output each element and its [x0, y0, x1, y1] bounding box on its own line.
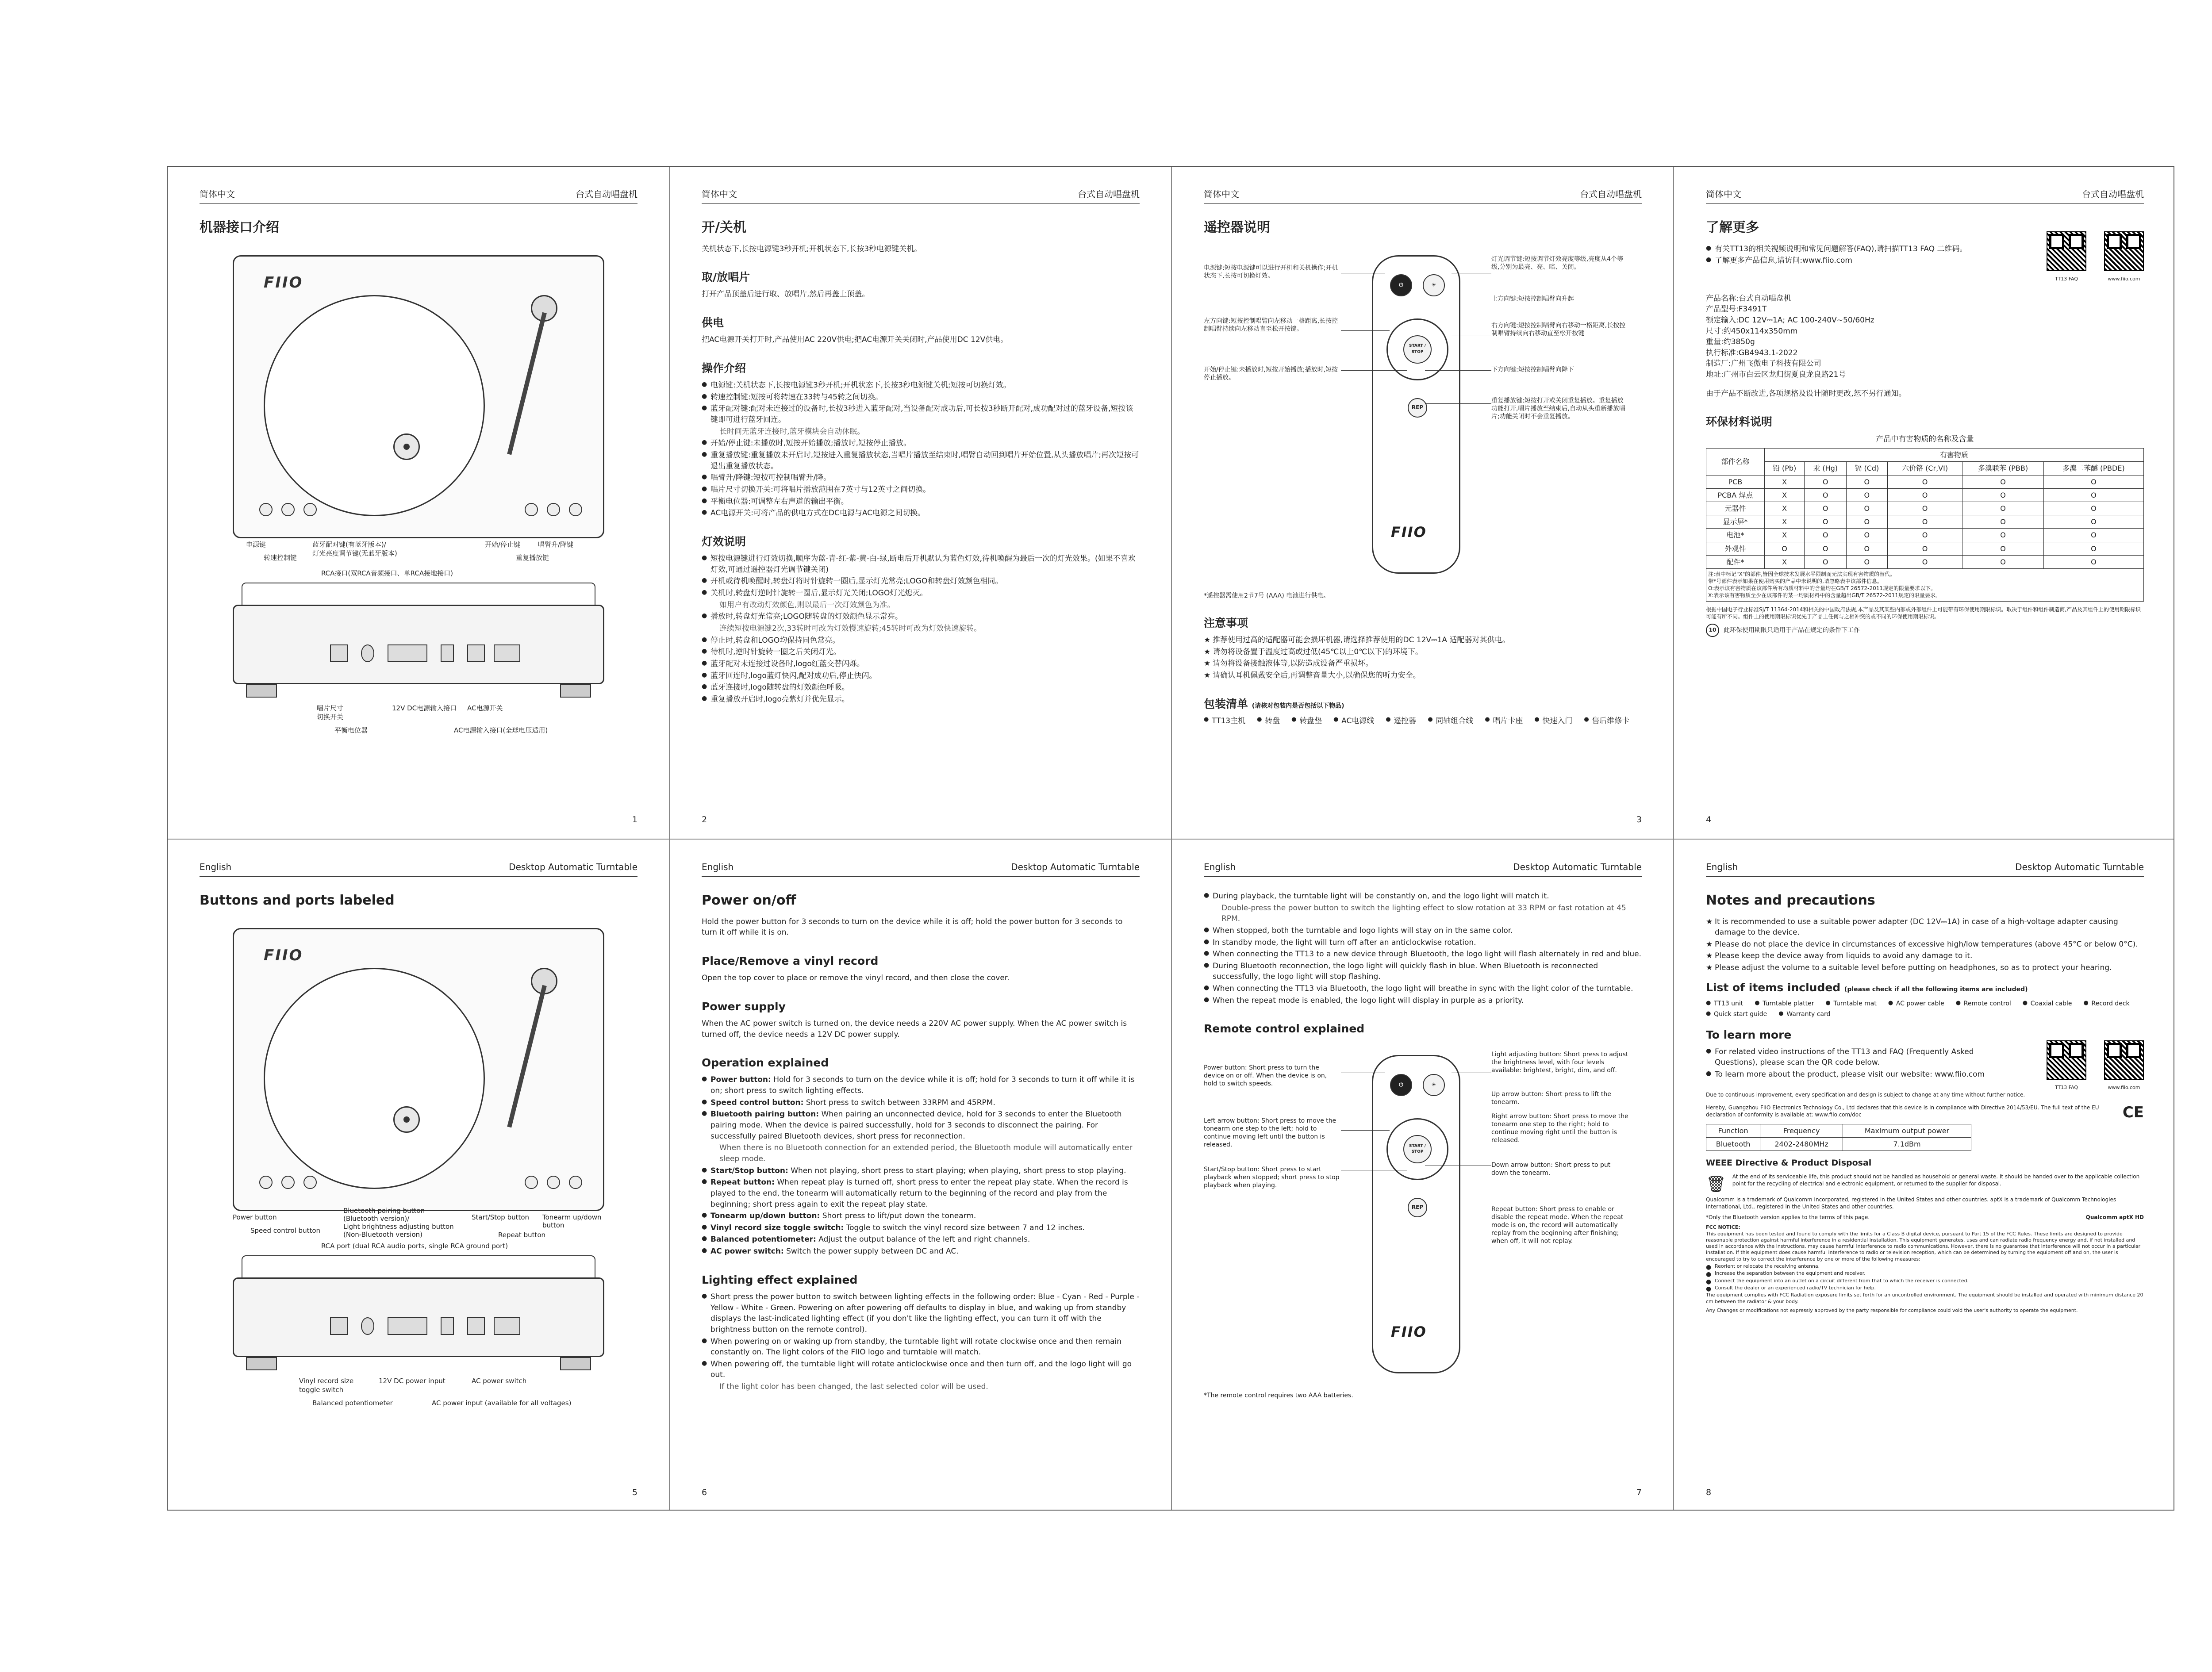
list-item: ● 蓝牙配对键:配对未连接过的设备时,长按3秒进入蓝牙配对,当设备配对成功后,可长按3秒断开配对,成功配对过的蓝牙设备,短按该键即可进行蓝牙回连。 — [702, 403, 1140, 425]
heading-operation: 操作介绍 — [702, 361, 746, 375]
heading-operation: Operation explained — [702, 1056, 829, 1070]
bt-only-note: *Only the Bluetooth version applies to the terms of this page. — [1706, 1214, 1870, 1221]
list-item: ● When stopped, both the turntable and logo lights will stay on in the same color. — [1204, 925, 1642, 936]
list-item: ● For related video instructions of the TT13 and FAQ (Frequently Asked Questions), please scan the QR code below. — [1706, 1047, 1989, 1068]
bt-knob — [303, 503, 317, 516]
list-item: ★ Please adjust the volume to a suitable level before putting on headphones, so as to protect your hearing. — [1706, 963, 2144, 974]
panel-header: 简体中文 台式自动唱盘机 — [1706, 188, 2144, 204]
table-row: 电池* X O O O O O — [1706, 529, 2144, 542]
repeat-key: REP — [1408, 398, 1427, 418]
list-item: ● 唱片尺寸切换开关:可将唱片播放范围在7英寸与12英寸之间切换。 — [702, 484, 1140, 495]
list-item: ★ It is recommended to use a suitable power adapter (DC 12V⎓1A) in case of a high-voltage adapter causing damage to the device. — [1706, 917, 2144, 938]
page-number: 2 — [702, 815, 707, 825]
list-item: ● 短按电源键进行灯效切换,顺序为蓝-青-红-紫-黄-白-绿,断电后开机默认为蓝色灯效,待机唤醒为最后一次的灯光效果。(如果不喜欢灯效,可通过遥控器灯光调节键关闭) — [702, 553, 1140, 575]
panel-header: 简体中文 台式自动唱盘机 — [200, 188, 637, 204]
table-row: PCB X O O O O O — [1706, 475, 2144, 488]
list-item: ● Remote control — [1956, 999, 2011, 1008]
label-bt4: (Non-Bluetooth version) — [343, 1230, 423, 1239]
list-item: ● 播放时,转盘灯光常亮;LOGO随转盘的灯效颜色显示常亮。 — [702, 611, 1140, 622]
desc-down: Down arrow button: Short press to put down the tonearm. — [1491, 1161, 1611, 1177]
list-item: ★ 请确认耳机佩戴安全后,再调整音量大小,以确保您的听力安全。 — [1204, 670, 1642, 681]
phono-switch — [330, 644, 348, 662]
label-power: Power button — [233, 1213, 277, 1221]
startstop-knob — [525, 1176, 538, 1189]
desc-left: 左方向键:短按控制唱臂向左移动一格距离,长按控制唱臂持续向左移动直至松开按键。 — [1204, 317, 1338, 333]
list-item: ● When connecting the TT13 via Bluetooth, the logo light will breathe in sync with the light color of the turntable. — [1204, 983, 1642, 994]
speed-knob — [281, 1176, 295, 1189]
heading-pack: 包装清单 — [1204, 697, 1248, 710]
qr-code — [2047, 1040, 2086, 1080]
list-item: ● Tonearm up/down button: Short press to lift/put down the tonearm. — [702, 1211, 1140, 1222]
desc-left: Left arrow button: Short press to move the tonearm one step to the left; hold to continue moving left until the button is released. — [1204, 1117, 1336, 1149]
label-phono: Vinyl record size — [299, 1377, 354, 1385]
repeat-key: REP — [1408, 1198, 1427, 1217]
list-item: ★ 请勿将设备置于温度过高或过低(45℃以上0℃以下)的环境下。 — [1204, 647, 1642, 658]
list-item: ● Start/Stop button: When not playing, short press to start playing; when playing, short press to stop playing. — [702, 1166, 1140, 1177]
label-rca: RCA port (dual RCA audio ports, single RCA ground port) — [321, 1242, 508, 1250]
desc-power: Power button: Short press to turn the device on or off. When the device is on, hold to switch speeds. — [1204, 1064, 1327, 1088]
fcc-notice: FCC NOTICE: This equipment has been tested and found to comply with the limits for a Class B digital device, pursuant to Part 15 of the FCC Rules. These limits are designed to provide reasonable protection against harmful interference in a residential installation. This equipment generates, uses and can radiate radio frequency energy and, if not installed and used in accordance with the instructions, may cause harmful interference to radio communications. However, there is no guarantee that interference will not occur in a particular installation. If this equipment does cause harmful interference to radio or television reception, which can be determined by turning the equipment off and on, the user is encouraged to try to correct the interference by one or more of the following measures: ● Reorient or relocate the receiving antenna. ● Increase the separation between the equipment and receiver. ● Connect the equipment into an outlet on a circuit different from that to which the receiver is connected. ● Consult the dealer or an experienced radio/TV technician for help. The equipment complies with FCC Radiation exposure limits set forth for an uncontrolled environment. The equipment should be installed and operated with minimum distance 20 cm between the radiator & your body. Any Changes or modifications not expressly approved by the party responsible for compliance could void the user's authority to operate the equipment. — [1706, 1224, 2144, 1314]
balance-knob — [361, 644, 374, 662]
panel-6 — [670, 840, 1171, 1511]
heading-pack: List of items included — [1706, 981, 1841, 994]
list-item: ● Bluetooth pairing button: When pairing an unconnected device, hold for 3 seconds to enter the Bluetooth pairing mode. When the device is paired successfully, hold for 3 seconds to disconnect the pairing. For successfully paired Bluetooth devices, short press for reconnection. — [702, 1109, 1140, 1142]
table-row: PCBA 焊点 X O O O O O — [1706, 488, 2144, 502]
list-item: ● 重复播放开启时,logo亮紫灯并优先显示。 — [702, 694, 1140, 705]
label-speed: 转速控制键 — [264, 553, 297, 562]
notes-list — [1204, 635, 1642, 681]
text-place: Open the top cover to place or remove the vinyl record, and then close the cover. — [702, 974, 1010, 983]
label-startstop: Start/Stop button — [472, 1213, 530, 1221]
list-item: ● 电源键:关机状态下,长按电源键3秒开机;开机状态下,长按3秒电源键关机;短按可切换灯效。 — [702, 380, 1140, 391]
label-speed: Speed control button — [250, 1226, 321, 1235]
list-item: ● 遥控器 — [1386, 716, 1416, 727]
arm-knob — [547, 503, 560, 516]
list-item: ● 重复播放键:重复播放未开启时,短按进入重复播放状态,当唱片播放至结束时,唱臂自动回到唱片开始位置,从头播放唱片;再次短按可退出重复播放状态。 — [702, 450, 1140, 472]
list-note: Double-press the power button to switch the lighting effect to slow rotation at 33 RPM or fast rotation at 45 RPM. — [1221, 903, 1626, 924]
panel-header: 简体中文 台式自动唱盘机 — [702, 188, 1140, 204]
desc-repeat: 重复播放键:短按打开或关闭重复播放。重复播放功能打开,唱片播放至结束后,自动从头重新播放唱片;功能关闭时不会重复播放。 — [1491, 397, 1625, 420]
list-item: ● AC电源线 — [1333, 716, 1374, 727]
bt-knob — [303, 1176, 317, 1189]
weee-bin-icon: 🗑 — [1706, 1175, 1726, 1193]
list-item: ★ 请勿将设备接触液体等,以防造成设备严重损坏。 — [1204, 658, 1642, 669]
label-acin: AC power input (available for all voltages) — [432, 1399, 572, 1407]
pack-note: (请核对包装内是否包括以下物品) — [1252, 702, 1344, 709]
frequency-table: Function Frequency Maximum output power Bluetooth 2402-2480MHz 7.1dBm — [1706, 1124, 1971, 1151]
speed-knob — [281, 503, 295, 516]
panel-3 — [1172, 167, 1674, 839]
label-dc: 12V DC电源输入接口 — [392, 704, 457, 712]
label-acin: AC电源输入接口(全球电压适用) — [454, 726, 548, 734]
heading-notes: 注意事项 — [1204, 616, 1248, 629]
heading-remote: Remote control explained — [1204, 1022, 1365, 1035]
repeat-knob — [569, 1176, 582, 1189]
label-acsw: AC电源开关 — [467, 704, 503, 712]
list-item: ● 蓝牙配对未连接过设备时,logo红蓝交替闪烁。 — [702, 659, 1140, 670]
desc-up: Up arrow button: Short press to lift the tonearm. — [1491, 1090, 1611, 1106]
battery-note: *遥控器需使用2节7号 (AAA) 电池进行供电。 — [1204, 592, 1330, 599]
list-item: ● When powering off, the turntable light will rotate anticlockwise once and then turn off, and the logo light will go out. — [702, 1359, 1140, 1381]
list-item: ● 待机时,逆时针旋转一圈之后关闭灯光。 — [702, 647, 1140, 658]
desc-light: Light adjusting button: Short press to adjust the brightness level, with four levels available: brightest, bright, dim, and off. — [1491, 1051, 1628, 1074]
list-item: ● Turntable platter — [1755, 999, 1814, 1008]
ac-inlet — [494, 644, 520, 662]
page-title: 了解更多 — [1706, 220, 1759, 235]
label-rca: RCA接口(双RCA音频接口、单RCA接地接口) — [321, 569, 453, 577]
page-number: 6 — [702, 1488, 707, 1498]
label-balance: 平衡电位器 — [334, 726, 368, 734]
table-notes: 注:表中标记"X"的部件,皆因全球技术发展水平限制而无法实现有害物质的替代。 带*号部件表示如果在使用购买的产品中未说明的,请忽略表中该部件信息。 O:表示该有害物质在该部件所有均质材料中的含量均在GB/T 26572-2011规定的限量要求以下。 X:表示该有害物质至少在该部件的某一均质材料中的含量超出GB/T 26572-2011规定的限量要求。 — [1706, 569, 2144, 602]
heading-lighting: 灯效说明 — [702, 535, 746, 548]
label-startstop: 开始/停止键 — [485, 540, 521, 548]
heading-place: Place/Remove a vinyl record — [702, 954, 879, 967]
list-item: ● 转速控制键:短按可将转速在33转与45转之间切换。 — [702, 392, 1140, 403]
panel-header: English Desktop Automatic Turntable — [1706, 861, 2144, 877]
label-repeat: 重复播放键 — [516, 553, 549, 562]
start-stop-key: START / STOP — [1403, 1135, 1432, 1163]
manual-sheet — [167, 166, 2174, 1511]
list-item: ● Speed control button: Short press to switch between 33RPM and 45RPM. — [702, 1097, 1140, 1108]
rca-ports — [388, 1317, 427, 1335]
ce-mark-icon: CE — [2122, 1104, 2144, 1122]
label-phono2: toggle switch — [299, 1385, 344, 1394]
remote-control — [1372, 1055, 1460, 1373]
phono-switch — [330, 1317, 348, 1335]
balance-knob — [361, 1317, 374, 1335]
label-bt2: (Bluetooth version)/ — [343, 1214, 410, 1223]
pack-list — [1204, 716, 1642, 727]
repeat-knob — [569, 503, 582, 516]
list-item: ● Power button: Hold for 3 seconds to turn on the device while it is off; hold for 3 seconds to turn it off while it is on; short press to switch lighting effects. — [702, 1074, 1140, 1096]
label-phono: 唱片尺寸 — [317, 704, 344, 712]
dc-port — [441, 1317, 454, 1335]
turntable-rear-diagram — [233, 1242, 604, 1410]
start-stop-key: START / STOP — [1403, 335, 1432, 364]
platter — [264, 295, 485, 516]
list-note: 连续短按电源键2次,33转时可改为灯效慢速旋转;45转时可改为灯效快速旋转。 — [719, 624, 982, 633]
aptx-logo: Qualcomm aptX HD — [2085, 1214, 2144, 1221]
list-item: ● 同轴组合线 — [1428, 716, 1473, 727]
page-title: 遥控器说明 — [1204, 220, 1270, 235]
list-item: ● Short press the power button to switch between lighting effects in the following order: Blue - Cyan - Red - Purple - Yellow - White - Green. Powering on after powering off defaults to display in blue, and waking up from standby displays the last-indicated lighting effect (if you don't like the lighting effect, you can turn it off with the brightness button on the remote control). — [702, 1292, 1140, 1335]
label-bt: Bluetooth pairing button — [343, 1206, 425, 1215]
panel-4: 简体中文 台式自动唱盘机 了解更多 ● 有关TT13的相关视频说明和常见问题解答(FAQ),请扫描TT13 FAQ 二维码。 ● 了解更多产品信息,请访问:www.fiio.com TT13 FAQ www.fiio.com 产品名称:台式自动唱盘机 产品型号:F3491T 额定输入:DC 12V⎓1A; AC 100-240V~50/60Hz 尺寸:约450x114x350mm 重量:约3850g 执行标准:GB4943.1-2022 制造厂:广州飞傲电子科技有限公司 地址:广州市白云区龙归街夏良龙良路21号 由于产品不断改进,各项规格及设计随时更改,恕不另行通知。 环保材料说明 产品中有害物质的名称及含量 部件名称 有害物质 铅 (Pb) 汞 (Hg) 镉 (Cd) 六价铬 (Cr,VI) 多溴联苯 (PBB) 多溴二苯醚 (PBDE) PCB X O O O O O PCBA 焊点 X O O O O O 元器件 X O O O O O 显示屏* X O O O O O 电池* X O O O O O 外观件 O O O O O O 配件* X O O O O O 注:表中标记"X"的部件,皆因全球技术发展水平限制而无法实现有害物质的替代。 带*号部件表示如果在使用购买的产品中未说明的,请忽略表中该部件信息。 O:表示该有害物质在该部件所有均质材料中的含量均在GB/T 26572-2011规定的限量要求以下。 X:表示该有害物质至少在该部件的某一均质材料中的含量超出GB/T 26572-2011规定的限量要求。 根据中国电子行业标准SJ/T 11364-2014和相关的中国政府法规,本产品及其某些内部或外部组件上可能带有环保使用期限标识。取决于组件和组件制造商,产品及其组件上的使用期限标识可能有所不同。组件上的使用期限标识优先于产品上任何与之相冲突的或不同的环保使用期限标识。 10 此环保使用期限只适用于产品在规定的条件下工作 4 — [1674, 167, 2176, 839]
list-item: ● AC power switch: Switch the power supply between DC and AC. — [702, 1246, 1140, 1257]
heading-place: 取/放唱片 — [702, 271, 750, 284]
list-item: ● During Bluetooth reconnection, the logo light will quickly flash in blue. When Bluetooth is reconnected successfully, the logo light will stop flashing. — [1204, 961, 1642, 982]
table-caption: 产品中有害物质的名称及含量 — [1876, 434, 1974, 444]
pack-list — [1706, 999, 2144, 1019]
list-item: ● When powering on or waking up from standby, the turntable light will rotate clockwise once and then remain constantly on. The light colors of the FIIO logo and turntable will match. — [702, 1336, 1140, 1358]
list-item: ★ 推荐使用过高的适配器可能会损坏机器,请选择推荐使用的DC 12V⎓1A 适配器对其供电。 — [1204, 635, 1642, 646]
desc-power: 电源键:短按电源键可以进行开机和关机操作;开机状态下,长按可切换灯效。 — [1204, 264, 1338, 280]
lighting-list — [702, 1292, 1140, 1392]
panel-1 — [168, 167, 669, 839]
page-number: 1 — [632, 815, 637, 825]
heading-supply: Power supply — [702, 1000, 786, 1013]
list-item: ● 售后维修卡 — [1584, 716, 1629, 727]
panel-header: English Desktop Automatic Turntable — [702, 861, 1140, 877]
fiio-logo: FIIO — [264, 273, 303, 291]
remote-control — [1372, 255, 1460, 574]
eco-period-icon: 10 — [1706, 624, 1719, 637]
label-power: 电源键 — [246, 540, 266, 548]
text-power: Hold the power button for 3 seconds to turn on the device while it is off; hold the power button for 3 seconds to turn it off while it is on. — [702, 917, 1123, 937]
power-knob — [259, 1176, 273, 1189]
eu-declaration: Hereby, Guangzhou FIIO Electronics Technology Co., Ltd declares that this device is in compliance with Directive 2014/53/EU. The full text of the EU declaration of conformity is available at: www.fiio.com/doc — [1706, 1104, 2099, 1118]
panel-5 — [168, 840, 669, 1511]
table-row: 元器件 X O O O O O — [1706, 502, 2144, 515]
bulb-icon: ☀ — [1423, 274, 1445, 296]
list-item: ● 关机时,转盘灯逆时针旋转一圈后,显示灯光关闭;LOGO灯光熄灭。 — [702, 588, 1140, 599]
label-phono2: 切换开关 — [317, 713, 344, 721]
list-item: ● 有关TT13的相关视频说明和常见问题解答(FAQ),请扫描TT13 FAQ 二维码。 — [1706, 244, 2016, 255]
list-item: ● Warranty card — [1778, 1010, 1830, 1019]
list-item: ● In standby mode, the light will turn off after an anticlockwise rotation. — [1204, 937, 1642, 948]
text-supply: 把AC电源开关打开时,产品使用AC 220V供电;把AC电源开关关闭时,产品使用DC 12V供电。 — [702, 335, 1008, 345]
power-icon: ⏻ — [1390, 274, 1412, 296]
power-knob — [259, 503, 273, 516]
list-item: ● 开始/停止键:未播放时,短按开始播放;播放时,短按停止播放。 — [702, 438, 1140, 449]
desc-light: 灯光调节键:短按调节灯效亮度等级,亮度从4个等级,分别为最亮、亮、暗、关闭。 — [1491, 255, 1624, 271]
list-item: ● Vinyl record size toggle switch: Toggle to switch the vinyl record size between 7 and 12 inches. — [702, 1223, 1140, 1234]
bulb-icon: ☀ — [1423, 1074, 1445, 1096]
list-item: ● AC电源开关:可将产品的供电方式在DC电源与AC电源之间切换。 — [702, 508, 1140, 519]
list-item: ● During playback, the turntable light will be constantly on, and the logo light will match it. — [1204, 891, 1642, 902]
heading-power: 开/关机 — [702, 220, 746, 235]
list-item: ● TT13主机 — [1204, 716, 1245, 727]
operation-list — [702, 380, 1140, 519]
platter-hub — [393, 1106, 420, 1133]
list-item: ● 唱片卡座 — [1485, 716, 1523, 727]
list-item: ● 转盘 — [1257, 716, 1280, 727]
platter — [264, 968, 485, 1189]
desc-startstop: 开始/停止键:未播放时,短按开始播放;播放时,短按停止播放。 — [1204, 366, 1338, 381]
heading-notes: Notes and precautions — [1706, 893, 1875, 908]
label-arm: Tonearm up/down — [542, 1213, 602, 1221]
list-item: ● When the repeat mode is enabled, the logo light will display in purple as a priority. — [1204, 995, 1642, 1006]
fiio-logo: FIIO — [264, 946, 303, 964]
desc-right: 右方向键:短按控制唱臂向右移动一格距离,长按控制唱臂持续向右移动直至松开按键 — [1491, 322, 1626, 337]
list-item: ● TT13 unit — [1706, 999, 1743, 1008]
turntable-front-diagram — [233, 255, 604, 565]
panel-header: 简体中文 台式自动唱盘机 — [1204, 188, 1642, 204]
operation-list — [702, 1074, 1140, 1257]
label-bt3: Light brightness adjusting button — [343, 1222, 454, 1231]
fiio-logo: FIIO — [1391, 523, 1427, 541]
env-footnote: 根据中国电子行业标准SJ/T 11364-2014和相关的中国政府法规,本产品及其某些内部或外部组件上可能带有环保使用期限标识。取决于组件和组件制造商,产品及其组件上的使用期限标识可能有所不同。组件上的使用期限标识优先于产品上任何与之相冲突的或不同的环保使用期限标识。 — [1706, 606, 2141, 620]
list-item: ● 开机或待机唤醒时,转盘灯将时针旋转一圈后,显示灯光常亮;LOGO和转盘灯效颜色相同。 — [702, 576, 1140, 587]
power-icon: ⏻ — [1390, 1074, 1412, 1096]
hazard-table: 部件名称 有害物质 铅 (Pb) 汞 (Hg) 镉 (Cd) 六价铬 (Cr,VI) 多溴联苯 (PBB) 多溴二苯醚 (PBDE) PCB X O O O O O PCBA 焊点 X O O O O O 元器件 X O O O O O 显示屏* X O O O O O 电池* X O O O O O 外观件 O O O O O O 配件* X O O O O O — [1706, 448, 2144, 569]
heading-power: Power on/off — [702, 893, 796, 908]
heading-env: 环保材料说明 — [1706, 415, 1773, 429]
panel-7 — [1172, 840, 1674, 1511]
panel-8: English Desktop Automatic Turntable Notes and precautions ★ It is recommended to use a suitable power adapter (DC 12V⎓1A) in case of a high-voltage adapter causing damage to the device. ★ Please do not place the device in circumstances of excessive high/low temperatures (above 45°C or below 0°C). ★ Please keep the device away from liquids to avoid any damage to it. ★ Please adjust the volume to a suitable level before putting on headphones, so as to protect your hearing. List of items included (please check if all the following items are included) ● TT13 unit ● Turntable platter ● Turntable mat ● AC power cable ● Remote control ● Coaxial cable ● Record deck ● Quick start guide ● Warranty card To learn more ● For related video instructions of the TT13 and FAQ (Frequently Asked Questions), please scan the QR code below. ● To learn more about the product, please visit our website: www.fiio.com TT13 FAQ www.fiio.com Due to continuous improvement, every specification and design is subject to change at any time without further notice. Hereby, Guangzhou FIIO Electronics Technology Co., Ltd declares that this device is in compliance with Directive 2014/53/EU. The full text of the EU declaration of conformity is available at: www.fiio.com/doc CE Function Frequency Maximum output power Bluetooth 2402-2480MHz 7.1dBm WEEE Directive & Product Disposal 🗑 At the end of its serviceable life, this product should not be handled as household or general waste. It should be handed over to the applicable collection point for the recycling of electrical and electronic equipment, or returned to the supplier for disposal. Qualcomm is a trademark of Qualcomm Incorporated, registered in the United States and other countries. aptX is a trademark of Qualcomm Technologies International, Ltd., registered in the United States and other countries. *Only the Bluetooth version applies to the terms of this page. Qualcomm aptX HD FCC NOTICE: This equipment has been tested and found to comply with the limits for a Class B digital device, pursuant to Part 15 of the FCC Rules. These limits are designed to provide reasonable protection against harmful interference in a residential installation. This equipment generates, uses and can radiate radio frequency energy and, if not installed and used in accordance with the instructions, may cause harmful interference to radio communications. However, there is no guarantee that interference will not occur in a particular installation. If this equipment does cause harmful interference to radio or television reception, which can be determined by turning the equipment off and on, the user is encouraged to try to correct the interference by one or more of the following measures: ● Reorient or relocate the receiving antenna. ● Increase the separation between the equipment and receiver. ● Connect the equipment into an outlet on a circuit different from that to which the receiver is connected. ● Consult the dealer or an experienced radio/TV technician for help. The equipment complies with FCC Radiation exposure limits set forth for an uncontrolled environment. The equipment should be installed and operated with minimum distance 20 cm between the radiator & your body. Any Changes or modifications not expressly approved by the party responsible for compliance could void the user's authority to operate the equipment. 8 — [1674, 840, 2176, 1511]
page-number: 3 — [1636, 815, 1642, 825]
startstop-knob — [525, 503, 538, 516]
playback-list — [1204, 891, 1642, 1006]
label-bt2: 灯光亮度调节键(无蓝牙版本) — [312, 549, 397, 557]
desc-right: Right arrow button: Short press to move the tonearm one step to the right; hold to continue moving right until the button is released. — [1491, 1112, 1628, 1144]
list-note: When there is no Bluetooth connection for an extended period, the Bluetooth module will automatically enter sleep mode. — [719, 1143, 1133, 1163]
page-number: 5 — [632, 1488, 637, 1498]
turntable-rear-diagram — [233, 569, 604, 737]
text-place: 打开产品顶盖后进行取、放唱片,然后再盖上顶盖。 — [702, 290, 870, 299]
spec-note: 由于产品不断改进,各项规格及设计随时更改,恕不另行通知。 — [1706, 389, 1906, 398]
label-balance: Balanced potentiometer — [312, 1399, 393, 1407]
list-item: ● Turntable mat — [1826, 999, 1877, 1008]
desc-repeat: Repeat button: Short press to enable or disable the repeat mode. When the repeat mode is on, the record will automatically replay from the beginning after finishing; when off, it will not replay. — [1491, 1205, 1624, 1245]
desc-up: 上方向键:短按控制唱臂向升起 — [1491, 295, 1574, 303]
table-row: 显示屏* X O O O O O — [1706, 515, 2144, 529]
list-item: ● 转盘垫 — [1291, 716, 1322, 727]
qr-code — [2047, 231, 2086, 271]
remote-diagram — [1204, 1046, 1642, 1391]
list-item: ★ Please keep the device away from liquids to avoid any damage to it. — [1706, 951, 2144, 962]
qualcomm-text: Qualcomm is a trademark of Qualcomm Incorporated, registered in the United States and other countries. aptX is a trademark of Qualcomm Technologies International, Ltd., registered in the United States and other countries. — [1706, 1196, 2116, 1210]
label-repeat: Repeat button — [498, 1231, 546, 1239]
list-item: ● 停止时,转盘和LOGO均保持同色常亮。 — [702, 635, 1140, 646]
text-power: 关机状态下,长按电源键3秒开机;开机状态下,长按3秒电源键关机。 — [702, 244, 922, 253]
label-arm2: button — [542, 1221, 565, 1229]
notes-list — [1706, 917, 2144, 974]
heading-supply: 供电 — [702, 316, 724, 330]
label-acsw: AC power switch — [472, 1377, 527, 1385]
panel-2 — [670, 167, 1171, 839]
qr-code — [2104, 231, 2144, 271]
heading-weee: WEEE Directive & Product Disposal — [1706, 1158, 1872, 1168]
battery-note: *The remote control requires two AAA batteries. — [1204, 1392, 1353, 1399]
list-item: ● To learn more about the product, please visit our website: www.fiio.com — [1706, 1069, 1989, 1080]
page-number: 8 — [1706, 1488, 1712, 1498]
desc-startstop: Start/Stop button: Short press to start playback when stopped; short press to stop playback when playing. — [1204, 1166, 1340, 1189]
list-item: ● Quick start guide — [1706, 1010, 1767, 1019]
turntable-front-diagram — [233, 928, 604, 1238]
ac-inlet — [494, 1317, 520, 1335]
platter-hub — [393, 433, 420, 460]
label-bt: 蓝牙配对键(有蓝牙版本)/ — [312, 540, 386, 548]
pack-note: (please check if all the following items are included) — [1844, 986, 2028, 993]
list-item: ● When connecting the TT13 to a new device through Bluetooth, the logo light will flash alternately in red and blue. — [1204, 949, 1642, 960]
heading-more: To learn more — [1706, 1028, 1792, 1041]
list-item: ● 平衡电位器:可调整左右声道的输出平衡。 — [702, 496, 1140, 507]
list-note: If the light color has been changed, the last selected color will be used. — [719, 1382, 988, 1392]
list-item: ● Coaxial cable — [2023, 999, 2072, 1008]
list-note: 如用户有改动灯效颜色,则以最后一次灯效颜色为准。 — [719, 600, 895, 610]
panel-header: English Desktop Automatic Turntable — [1204, 861, 1642, 877]
label-arm: 唱臂升/降键 — [538, 540, 574, 548]
list-item: ● AC power cable — [1888, 999, 1944, 1008]
list-item: ● 唱臂升/降键:短按可控制唱臂升/降。 — [702, 472, 1140, 483]
list-item: ● 蓝牙连接时,logo随转盘的灯效颜色呼吸。 — [702, 682, 1140, 693]
panel-header: English Desktop Automatic Turntable — [200, 861, 637, 877]
list-item: ★ Please do not place the device in circumstances of excessive high/low temperatures (above 45°C or below 0°C). — [1706, 939, 2144, 950]
desc-down: 下方向键:短按控制唱臂向降下 — [1491, 366, 1574, 373]
list-item: ● Balanced potentiometer: Adjust the output balance of the left and right channels. — [702, 1234, 1140, 1245]
remote-diagram — [1204, 246, 1642, 591]
text-supply: When the AC power switch is turned on, the device needs a 220V AC power supply. When the AC power switch is turned off, the device needs a 12V DC power supply. — [702, 1019, 1127, 1039]
weee-text: At the end of its serviceable life, this product should not be handled as household or general waste. It should be handed over to the applicable collection point for the recycling of electrical and electronic equipment, or returned to the supplier for disposal. — [1732, 1173, 2140, 1187]
label-dc: 12V DC power input — [379, 1377, 445, 1385]
ac-switch — [467, 644, 485, 662]
qr-code — [2104, 1040, 2144, 1080]
page-number: 4 — [1706, 815, 1712, 825]
list-item: ● 快速入门 — [1534, 716, 1572, 727]
list-item: ● 了解更多产品信息,请访问:www.fiio.com — [1706, 255, 2016, 266]
list-item: ● Repeat button: When repeat play is turned off, short press to enter the repeat play state. When the record is played to the end, the tonearm will automatically return to the beginning of the record and play from the beginning; short press again to exit the repeat play state. — [702, 1177, 1140, 1210]
list-item: ● 蓝牙回连时,logo蓝灯快闪,配对成功后,停止快闪。 — [702, 671, 1140, 682]
page-number: 7 — [1636, 1488, 1642, 1498]
spec-list: 产品名称:台式自动唱盘机 产品型号:F3491T 额定输入:DC 12V⎓1A; AC 100-240V~50/60Hz 尺寸:约450x114x350mm 重量:约3850g 执行标准:GB4943.1-2022 制造厂:广州飞傲电子科技有限公司 地址:广州市白云区龙归街夏良龙良路21号 — [1706, 294, 1874, 380]
dc-port — [441, 644, 454, 662]
page-title: Buttons and ports labeled — [200, 893, 395, 908]
heading-lighting: Lighting effect explained — [702, 1273, 858, 1286]
fiio-logo: FIIO — [1391, 1323, 1427, 1340]
list-note: 长时间无蓝牙连接时,蓝牙模块会自动休眠。 — [719, 427, 865, 436]
ac-switch — [467, 1317, 485, 1335]
table-row: 外观件 O O O O O O — [1706, 542, 2144, 555]
page-title: 机器接口介绍 — [200, 220, 279, 235]
change-note: Due to continuous improvement, every specification and design is subject to change at any time without further notice. — [1706, 1092, 2025, 1098]
arm-knob — [547, 1176, 560, 1189]
lighting-list — [702, 553, 1140, 705]
rca-ports — [388, 644, 427, 662]
list-item: ● Record deck — [2083, 999, 2129, 1008]
table-row: 配件* X O O O O O — [1706, 555, 2144, 568]
